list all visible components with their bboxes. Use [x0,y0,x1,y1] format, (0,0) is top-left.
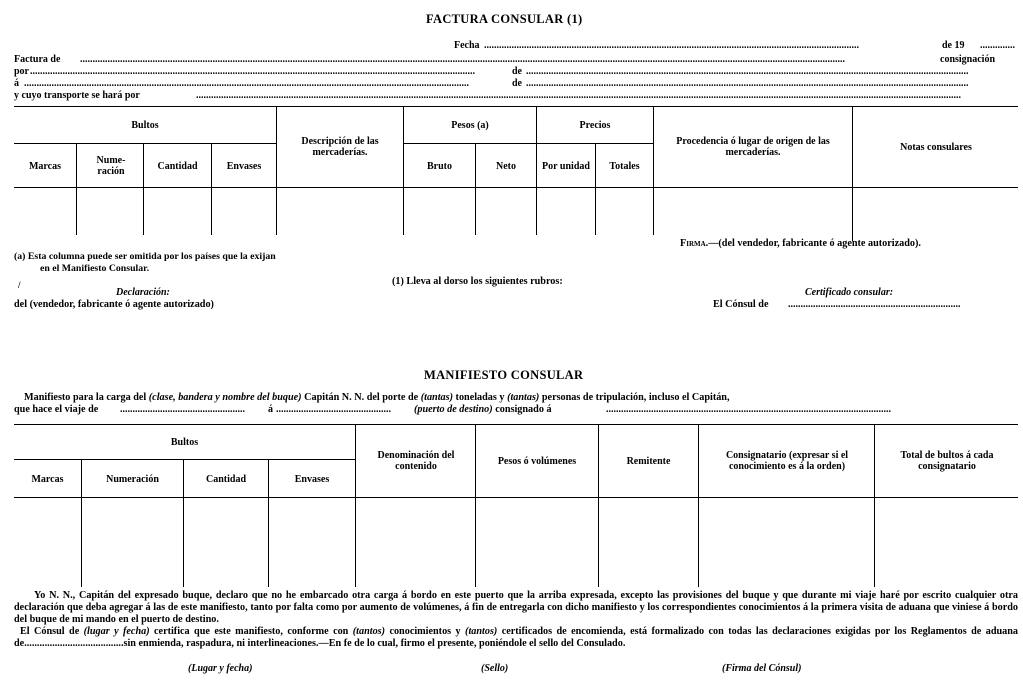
col-divider [852,106,853,241]
header-bultos: Bultos [131,119,159,131]
header-bruto: Bruto [427,160,452,172]
header-numeracion: Numeración [106,473,159,485]
consignado-field[interactable]: .................................................................................................................. [606,404,891,415]
declaracion-label: Declaración: [116,287,170,298]
header-consignatario: Consignatario (expresar si el conocimiento es á la orden) [725,450,849,472]
col-divider [76,143,77,235]
fecha-field[interactable]: ...................................................................................................................................................... [484,40,859,51]
header-cantidad: Cantidad [205,473,246,485]
decl-text: (tantos) [352,626,386,637]
header-precios: Precios [579,119,611,131]
pesos-precios-sub-rule [403,143,653,144]
lugar-fecha-label: (Lugar y fecha) [188,663,253,674]
intro-text: (clase, bandera y nombre del buque) [148,392,302,403]
header-procedencia: Procedencia ó lugar de origen de las mercaderías. [676,136,830,158]
intro-text: Manifiesto para la carga del [24,392,149,403]
viaje-field[interactable]: .................................................. [120,404,245,415]
header-notas: Notas consulares [900,141,972,153]
header-totales: Totales [609,160,640,172]
a-field[interactable]: .................................................................................................................................................................................. [24,78,469,89]
de-label-2: de [512,78,522,89]
consignacion-label: consignación [940,54,996,65]
manifiesto-intro-line1 [24,392,730,403]
decl-text: El Cónsul de [20,626,84,637]
col-divider [874,424,875,587]
consul-field[interactable]: ..................................................................... [788,299,961,310]
intro-text: (tantas) [507,392,540,403]
header-bultos: Bultos [170,436,199,448]
header-cantidad: Cantidad [157,160,198,172]
de-field-1[interactable]: ................................................................................................................................................................................. [526,66,969,77]
factura-de-field[interactable]: .................................................................................................................................................................................................................................................................................................................. [80,54,845,65]
de19-label: de 19 [942,40,965,51]
viaje-label: que hace el viaje de [14,404,99,415]
decl-text: certificados de encomienda, está formalizado con todas las declaraciones exigidas por los Reglamentos de aduana de [14,626,1019,649]
declaration-paragraph-2: El Cónsul de (lugar y fecha) certifica que este manifiesto, conforme con (tantos) conocimientos y (tantos) certificados de encomienda, está formalizado con todas las declaraciones exigidas por los Reglamentos de aduana de.......................................sin enmienda, raspadura, ni interlineaciones.—En fe de lo cual, firmo el presente, poniéndole el sello del Consulado. [14,626,1019,649]
intro-text: (tantas) [420,392,453,403]
intro-text: personas de tripulación, incluso el Capitán, [539,392,730,403]
col-divider [698,424,699,587]
bultos-sub-rule [14,459,355,460]
header-pesos: Pesos ó volúmenes [497,455,577,467]
decl-text: (lugar y fecha) [83,626,150,637]
de-field-2[interactable]: ................................................................................................................................................................................. [526,78,969,89]
col-divider [276,106,277,235]
factura-title: FACTURA CONSULAR (1) [426,12,583,26]
header-numeracion: Nume-ración [96,155,126,177]
firma-line [680,238,921,249]
header-neto: Neto [496,160,516,172]
puerto-destino [414,404,552,415]
decl-text: (tantos) [465,626,498,637]
header-pesos: Pesos (a) [451,119,489,131]
manifiesto-title: MANIFIESTO CONSULAR [424,368,584,382]
header-por-unidad: Por unidad [542,160,590,172]
fecha-label: Fecha [454,40,480,51]
bultos-sub-rule [14,143,276,144]
header-marcas: Marcas [31,473,64,485]
certificado-label: Certificado consular: [805,287,894,298]
tick-mark: / [18,280,21,290]
header-bottom-rule [14,187,1018,188]
firma-consul-label: (Firma del Cónsul) [722,663,802,674]
sello-label: (Sello) [481,663,509,674]
lleva-text: (1) Lleva al dorso los siguientes rubros: [392,276,563,287]
table-top-rule [14,424,1018,425]
header-envases: Envases [294,473,330,485]
intro-text: toneladas y [453,392,508,403]
intro-text: (puerto de destino) [414,404,493,415]
header-marcas: Marcas [28,160,62,172]
header-descripcion: Descripción de las mercaderías. [301,136,379,158]
note-a-line1: (a) Esta columna puede ser omitida por los países que la exijan [14,251,276,262]
header-envases: Envases [226,160,262,172]
factura-de-label: Factura de [14,54,61,65]
declaration-paragraph-1: Yo N. N., Capitán del expresado buque, declaro que no he embarcado otra carga á bordo en este puerto que la arriba expresada, excepto las provisiones del buque y que durante mi viaje haré por escrito cualquier otra declaración que deba agregar á las de este manifiesto, tanto por falta como por aumento de volúmenes, á fin de entregarla con dicho manifiesto y los correspondientes conocimientos á la primera visita de aduana que viniese á bordo del buque de mi mando en el puerto de destino. [14,590,1018,625]
decl-text: certifica que este manifiesto, conforme con [149,626,353,637]
note-a-line2: en el Manifiesto Consular. [40,263,150,274]
year-field[interactable]: .............. [980,40,1015,51]
header-bottom-rule [14,497,1018,498]
header-total: Total de bultos á cada consignatario [900,450,994,472]
table-top-rule [14,106,1018,107]
col-divider [355,424,356,587]
firma-text: —(del vendedor, fabricante ó agente autorizado). [708,238,921,249]
intro-text: consignado á [492,404,552,415]
col-divider [653,106,654,235]
declaracion-text: del (vendedor, fabricante ó agente autorizado) [14,299,214,310]
transporte-field[interactable]: .................................................................................................................................................................................................................................................................................................................. [196,90,961,101]
de-label-1: de [512,66,522,77]
transporte-label: y cuyo transporte se hará por [14,90,140,101]
por-label: por [14,66,29,77]
intro-text: Capitán N. N. del porte de [301,392,421,403]
a-label: á [14,78,19,89]
firma-label: Firma. [680,238,709,249]
header-denominacion: Denominación del contenido [377,450,455,472]
consul-label: El Cónsul de [713,299,769,310]
a-dest-label: á [268,404,273,415]
por-field[interactable]: .................................................................................................................................................................................. [30,66,475,77]
header-remitente: Remitente [626,455,671,467]
decl-text: conocimientos y [385,626,466,637]
a-dest-field[interactable]: .............................................. [276,404,391,415]
decl-text: sin enmienda, raspadura, ni interlineaciones.—En fe de lo cual, firmo el presente, poniéndole el sello del Consulado. [123,637,626,649]
